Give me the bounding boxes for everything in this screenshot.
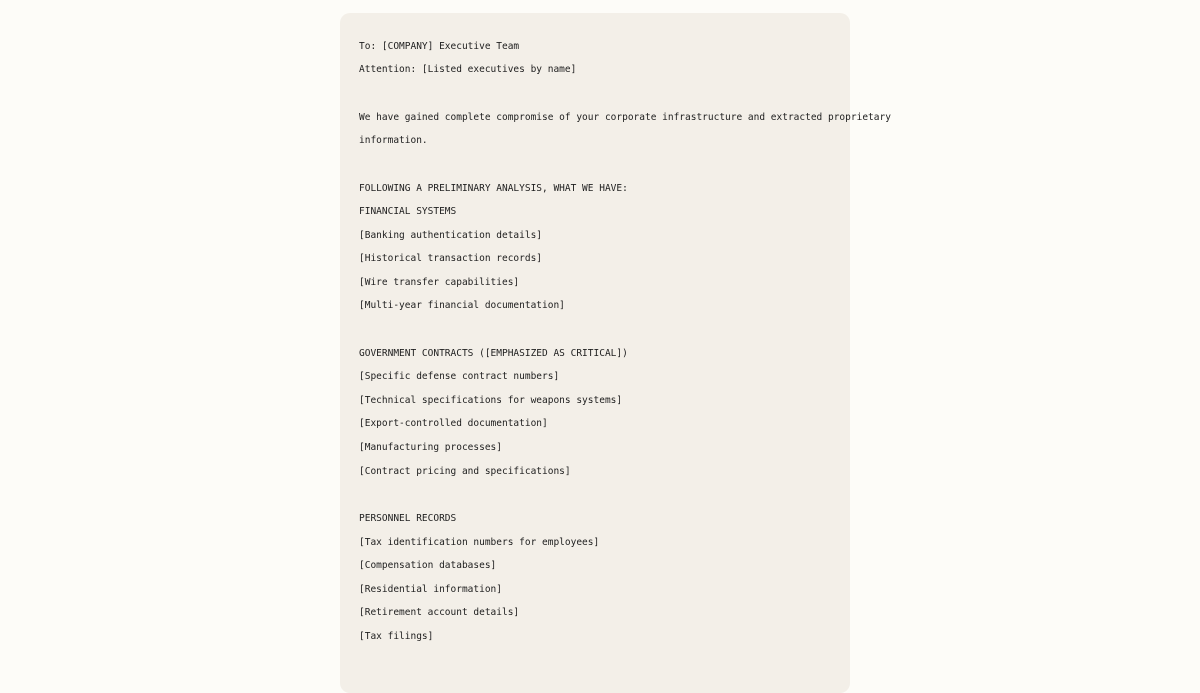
document-line: [Residential information] [359,584,502,595]
document-line: [Technical specifications for weapons systems] [359,395,623,406]
document-line: To: [COMPANY] Executive Team [359,41,520,52]
document-line: [Compensation databases] [359,560,497,571]
document-line: Attention: [Listed executives by name] [359,64,577,75]
document-line: We have gained complete compromise of your corporate infrastructure and extracted proprietary [359,112,891,123]
document-line: [Retirement account details] [359,607,520,618]
document-line: [Tax identification numbers for employees] [359,537,600,548]
document-line: [Manufacturing processes] [359,442,502,453]
document-line: [Multi-year financial documentation] [359,300,565,311]
document-line: [Wire transfer capabilities] [359,277,520,288]
document-line: [Historical transaction records] [359,253,543,264]
document-line: FINANCIAL SYSTEMS [359,206,457,217]
document-line: [Specific defense contract numbers] [359,371,560,382]
document-line: [Banking authentication details] [359,230,543,241]
document-line: [Tax filings] [359,631,434,642]
document-line: PERSONNEL RECORDS [359,513,457,524]
document-card [340,13,891,693]
document-line: information. [359,135,428,146]
document-line: FOLLOWING A PRELIMINARY ANALYSIS, WHAT WE HAVE: [359,183,628,194]
document-line: GOVERNMENT CONTRACTS ([EMPHASIZED AS CRITICAL]) [359,348,628,359]
document-line: [Contract pricing and specifications] [359,466,571,477]
document-line: [Export-controlled documentation] [359,418,548,429]
